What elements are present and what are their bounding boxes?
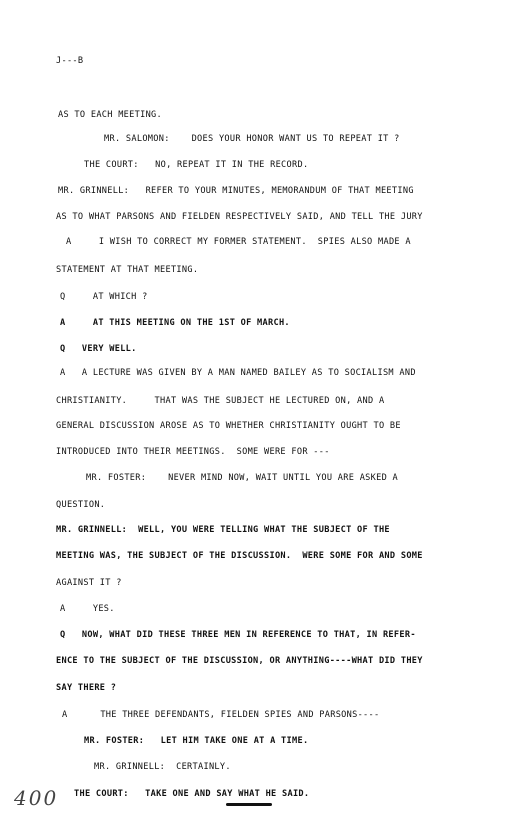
page-id: J---B: [56, 56, 84, 66]
transcript-line: MR. FOSTER: LET HIM TAKE ONE AT A TIME.: [84, 736, 309, 746]
transcript-line: GENERAL DISCUSSION AROSE AS TO WHETHER CHRISTIANITY OUGHT TO BE: [56, 421, 401, 431]
transcript-line: AGAINST IT ?: [56, 578, 122, 588]
transcript-line: MR. GRINNELL: REFER TO YOUR MINUTES, MEMORANDUM OF THAT MEETING: [58, 186, 414, 196]
transcript-line: MR. FOSTER: NEVER MIND NOW, WAIT UNTIL YOU ARE ASKED A: [86, 473, 399, 483]
transcript-line: AS TO EACH MEETING.: [58, 110, 163, 120]
end-rule: [226, 803, 272, 806]
transcript-line: THE COURT: NO, REPEAT IT IN THE RECORD.: [84, 160, 309, 170]
handwritten-page-number: 400: [14, 786, 59, 810]
transcript-line: SAY THERE ?: [56, 683, 117, 693]
transcript-line: MR. GRINNELL: WELL, YOU WERE TELLING WHAT THE SUBJECT OF THE: [56, 525, 390, 535]
transcript-line: A THE THREE DEFENDANTS, FIELDEN SPIES AND PARSONS----: [62, 710, 380, 720]
transcript-line: ENCE TO THE SUBJECT OF THE DISCUSSION, OR ANYTHING----WHAT DID THEY: [56, 656, 423, 666]
transcript-line: INTRODUCED INTO THEIR MEETINGS. SOME WERE FOR ---: [56, 447, 330, 457]
transcript-line: A A LECTURE WAS GIVEN BY A MAN NAMED BAILEY AS TO SOCIALISM AND: [60, 368, 416, 378]
transcript-line: STATEMENT AT THAT MEETING.: [56, 265, 199, 275]
transcript-line: MEETING WAS, THE SUBJECT OF THE DISCUSSION. WERE SOME FOR AND SOME: [56, 551, 423, 561]
transcript-line: Q VERY WELL.: [60, 344, 137, 354]
transcript-line: Q AT WHICH ?: [60, 292, 148, 302]
transcript-line: A AT THIS MEETING ON THE 1ST OF MARCH.: [60, 318, 290, 328]
transcript-line: MR. GRINNELL: CERTAINLY.: [94, 762, 231, 772]
transcript-line: THE COURT: TAKE ONE AND SAY WHAT HE SAID.: [74, 789, 310, 799]
transcript-line: A YES.: [60, 604, 115, 614]
transcript-line: AS TO WHAT PARSONS AND FIELDEN RESPECTIVELY SAID, AND TELL THE JURY: [56, 212, 423, 222]
transcript-line: Q NOW, WHAT DID THESE THREE MEN IN REFERENCE TO THAT, IN REFER-: [60, 630, 416, 640]
transcript-line: CHRISTIANITY. THAT WAS THE SUBJECT HE LECTURED ON, AND A: [56, 396, 385, 406]
transcript-line: A I WISH TO CORRECT MY FORMER STATEMENT. SPIES ALSO MADE A: [66, 237, 411, 247]
transcript-line: MR. SALOMON: DOES YOUR HONOR WANT US TO REPEAT IT ?: [104, 134, 400, 144]
transcript-line: QUESTION.: [56, 500, 106, 510]
